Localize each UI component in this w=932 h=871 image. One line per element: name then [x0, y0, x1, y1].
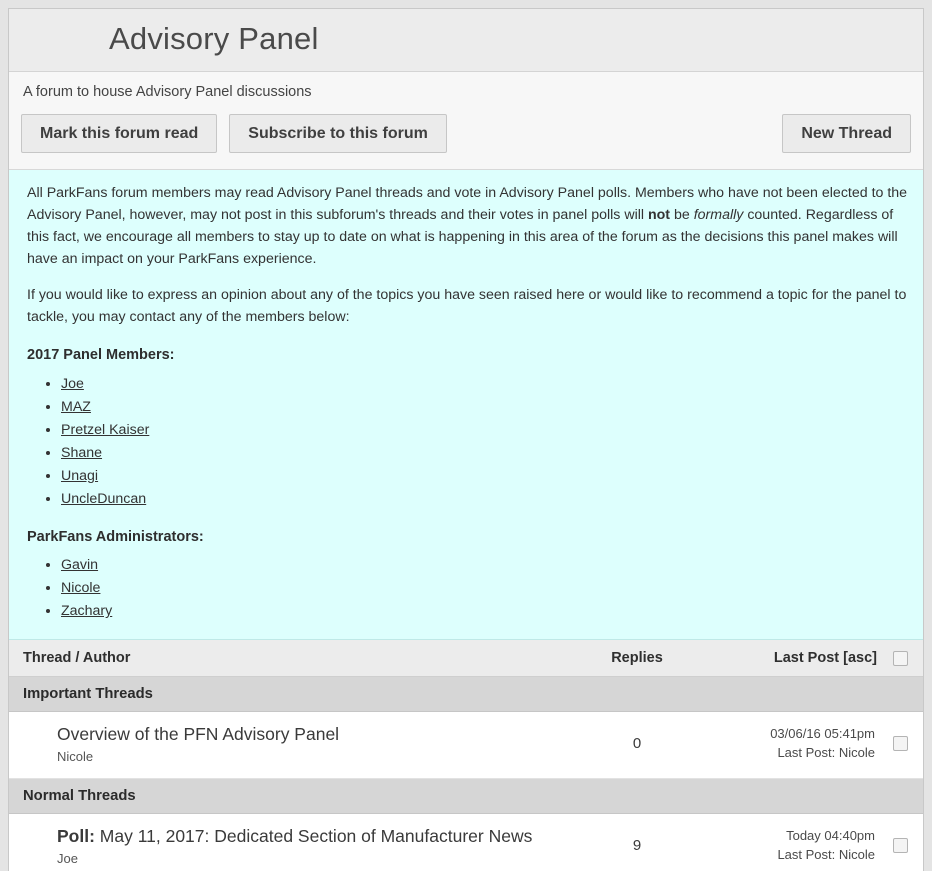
notice-p1-text-1: All ParkFans forum members may read Advisory Panel threads and vote in Advisory Panel polls. Members who have not been elected to the Advisory Panel, however, may not post in this subforum's threads and their votes in panel polls will — [27, 185, 908, 224]
list-item — [61, 373, 909, 395]
last-post-author[interactable]: Last Post: Nicole — [777, 846, 875, 862]
list-item — [61, 396, 909, 418]
forum-action-buttons — [21, 114, 911, 153]
notice-p1-text-2: be — [670, 207, 694, 224]
last-post-cell — [697, 725, 877, 763]
thread-title-link[interactable]: Overview of the PFN Advisory Panel — [57, 724, 340, 745]
reply-count: 0 — [632, 735, 642, 753]
administrator-link[interactable]: Zachary — [61, 603, 113, 620]
list-item — [61, 442, 909, 464]
panel-member-link[interactable]: MAZ — [61, 398, 91, 415]
select-all-checkbox[interactable] — [893, 651, 908, 666]
thread-prefix-poll: Poll: — [57, 826, 95, 846]
administrator-link[interactable]: Nicole — [61, 580, 101, 597]
thread-cell — [9, 724, 577, 764]
section-header-important-threads: Important Threads — [9, 677, 923, 712]
notice-paragraph-2: If you would like to express an opinion about any of the topics you have seen raised here or would like to recommend a topic for the panel to tackle, you may contact any of the members below: — [27, 287, 907, 326]
list-item — [61, 554, 909, 576]
last-post-cell — [697, 827, 877, 865]
forum-description-bar — [9, 72, 923, 170]
notice-p1-bold: not — [647, 207, 671, 224]
panel-member-link[interactable]: Pretzel Kaiser — [61, 421, 150, 438]
thread-title-link[interactable] — [57, 826, 577, 848]
thread-cell — [9, 826, 577, 866]
list-item — [61, 600, 909, 622]
new-thread-button[interactable]: New Thread — [782, 114, 911, 153]
list-item — [61, 488, 909, 510]
thread-select-checkbox[interactable] — [893, 838, 908, 853]
notice-p1-text-3: counted. Regardless of this fact, we encourage all members to stay up to date on what is happening in this area of the forum as the decisions this panel makes will have an impact on your ParkFans experience. — [27, 207, 898, 268]
thread-list-header — [9, 640, 923, 677]
table-row[interactable] — [9, 712, 923, 779]
list-item — [61, 419, 909, 441]
panel-member-link[interactable]: Shane — [61, 444, 103, 461]
notice-paragraph-1 — [27, 182, 909, 270]
table-row[interactable] — [9, 814, 923, 871]
panel-member-link[interactable]: Joe — [61, 375, 84, 392]
last-post-date[interactable]: Today 04:40pm — [786, 828, 875, 844]
column-header-replies[interactable]: Replies — [611, 650, 663, 667]
administrators-heading: ParkFans Administrators: — [27, 528, 204, 545]
thread-author[interactable]: Joe — [57, 850, 78, 866]
reply-count: 9 — [632, 836, 642, 854]
column-header-select-all — [877, 650, 923, 666]
list-item — [61, 465, 909, 487]
panel-member-link[interactable]: Unagi — [61, 467, 99, 484]
administrator-link[interactable]: Gavin — [61, 557, 99, 574]
column-header-last-post[interactable]: Last Post [asc] — [773, 650, 877, 667]
forum-notice-panel — [9, 170, 923, 640]
last-post-date[interactable]: 03/06/16 05:41pm — [770, 726, 875, 742]
list-item — [61, 577, 909, 599]
section-header-normal-threads: Normal Threads — [9, 779, 923, 814]
notice-p1-italic: formally — [693, 207, 744, 224]
replies-cell — [577, 837, 697, 855]
mark-forum-read-button[interactable]: Mark this forum read — [21, 114, 217, 153]
forum-title-bar — [9, 9, 923, 72]
thread-title-text: May 11, 2017: Dedicated Section of Manufacturer News — [94, 826, 533, 846]
page-title: Advisory Panel — [109, 21, 319, 56]
subscribe-to-forum-button[interactable]: Subscribe to this forum — [229, 114, 447, 153]
forum-container — [8, 8, 924, 871]
column-header-thread-author[interactable]: Thread / Author — [23, 650, 131, 667]
last-post-author[interactable]: Last Post: Nicole — [777, 745, 875, 761]
thread-author[interactable]: Nicole — [57, 749, 94, 764]
administrators-list — [27, 554, 909, 622]
panel-member-link[interactable]: UncleDuncan — [61, 490, 147, 507]
thread-select-checkbox[interactable] — [893, 736, 908, 751]
replies-cell — [577, 735, 697, 753]
panel-members-list — [27, 373, 909, 510]
row-select-cell — [877, 735, 923, 753]
panel-members-heading: 2017 Panel Members: — [27, 347, 175, 364]
forum-description: A forum to house Advisory Panel discussions — [23, 84, 312, 100]
row-select-cell — [877, 837, 923, 855]
